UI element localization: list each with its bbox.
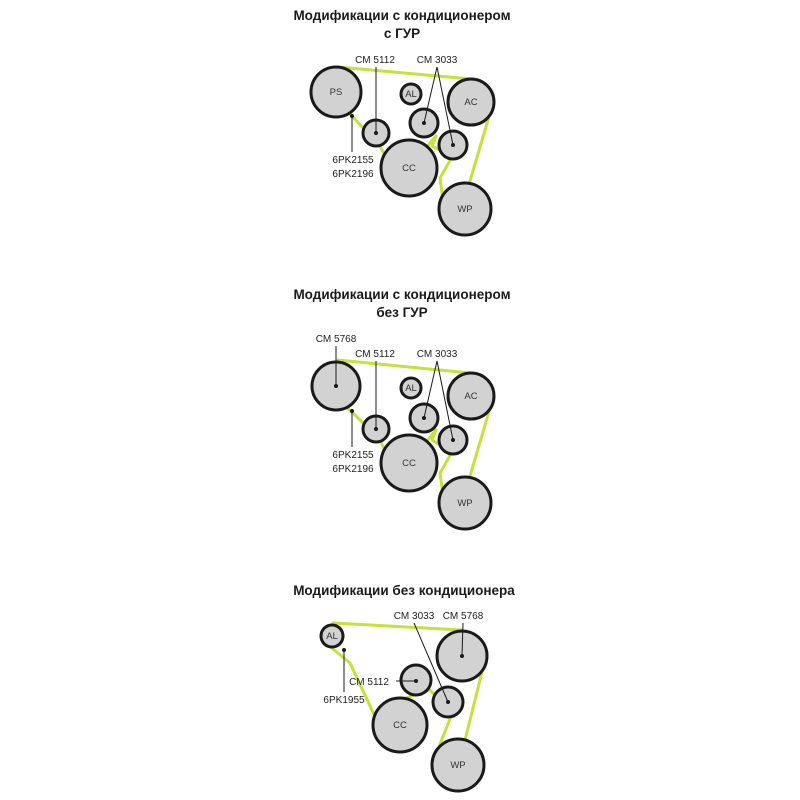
belt-code-1: 6PK2155 (332, 155, 374, 166)
pulley-label-wp: WP (457, 498, 473, 509)
marker-dot (460, 654, 464, 658)
part-label-cm5112: CM 5112 (349, 677, 389, 688)
marker-dot (446, 700, 450, 704)
marker-dot (374, 427, 378, 431)
marker-dot (422, 121, 426, 125)
belt-code-2: 6PK2196 (332, 464, 374, 475)
marker-dot (342, 648, 346, 652)
pulley-label-ac: AC (464, 391, 478, 402)
belt-code-1: 6PK2155 (332, 450, 374, 461)
pulley-label-al: AL (405, 89, 417, 100)
belt-code-1: 6PK1955 (323, 695, 365, 706)
diagram-title-line1: Модификации с кондиционером (293, 287, 511, 302)
pulley-label-al: AL (405, 383, 417, 394)
marker-dot (422, 416, 426, 420)
marker-dot (374, 131, 378, 135)
part-label-cm5768: CM 5768 (315, 334, 357, 345)
part-label-cm3033: CM 3033 (393, 611, 435, 622)
part-label-cm5112: CM 5112 (355, 55, 395, 66)
marker-dot (451, 143, 455, 147)
pulley-label-cc: CC (402, 163, 416, 174)
part-label-cm3033: CM 3033 (416, 349, 458, 360)
part-label-cm3033: CM 3033 (416, 55, 458, 66)
pulley-label-wp: WP (450, 760, 466, 771)
pulley-label-cc: CC (393, 720, 407, 731)
diagram-title-line2: без ГУР (376, 305, 428, 320)
belt-code-2: 6PK2196 (332, 169, 374, 180)
pulley-label-cc: CC (402, 458, 416, 469)
diagram-title-line1: Модификации с кондиционером (293, 8, 511, 23)
part-label-cm5112: CM 5112 (355, 349, 395, 360)
marker-dot (414, 679, 418, 683)
marker-dot (350, 114, 354, 118)
diagram-title-line1: Модификации без кондиционера (293, 583, 515, 598)
marker-dot (350, 409, 354, 413)
pulley-label-al: AL (326, 631, 338, 642)
diagram-ac-with-ps (293, 8, 510, 235)
pulley-label-ac: AC (464, 97, 478, 108)
marker-dot (451, 438, 455, 442)
diagram-ac-without-ps (293, 287, 510, 529)
part-label-cm5768: CM 5768 (442, 611, 484, 622)
pulley-label-wp: WP (457, 204, 473, 215)
pulley-label-ps: PS (329, 87, 343, 98)
diagram-title-line2: с ГУР (383, 26, 421, 41)
diagram-no-ac (293, 583, 515, 791)
marker-dot (334, 384, 338, 388)
